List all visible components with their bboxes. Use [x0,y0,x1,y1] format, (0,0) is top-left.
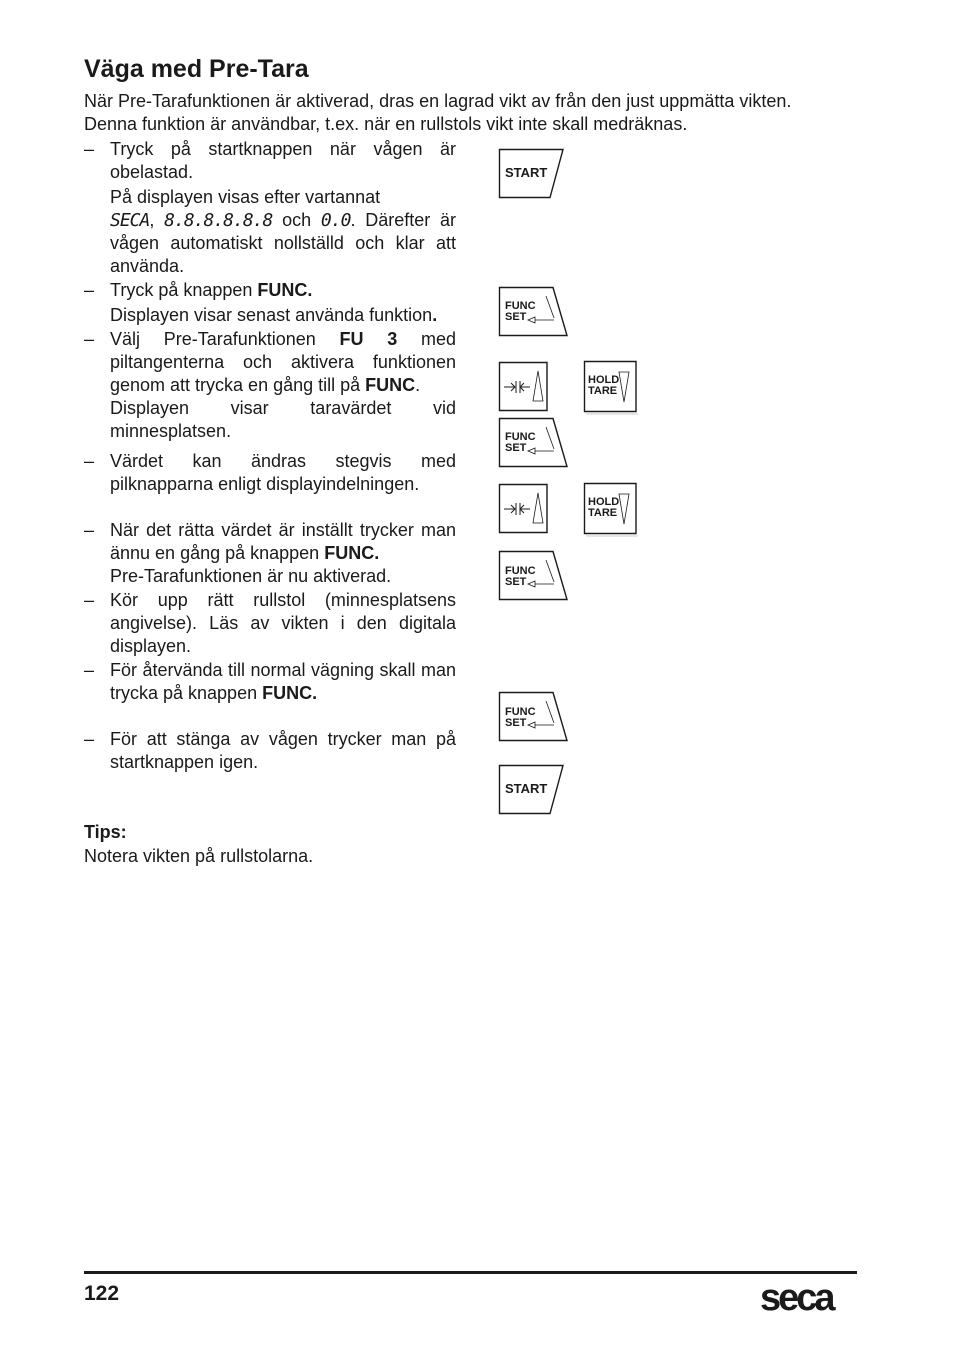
tips-text: Notera vikten på rullstolarna. [84,846,314,866]
hold-tare-key-icon [583,482,639,538]
svg-text:SET: SET [505,442,527,454]
svg-text:SET: SET [505,717,527,729]
step-adjust-value: – Värdet kan ändras stegvis med pilknapparna enligt displayindelningen. [84,451,456,494]
intro-line-1: När Pre-Tarafunktionen är aktiverad, dras en lagrad vikt av från den just uppmätta vikten. [84,91,792,111]
step-return: – För återvända till normal vägning skall man trycka på knappen FUNC. [84,660,456,703]
start-key-label: START [505,781,548,796]
func-set-key-icon [498,286,570,338]
seca-logo [760,1278,858,1318]
svg-text:SET: SET [505,311,527,323]
bullet-dash: – [84,520,95,540]
svg-text:FUNC: FUNC [505,300,536,312]
bullet-dash: – [84,329,95,349]
step-start [84,138,456,278]
page-number: 122 [84,1282,120,1305]
lcd-all-segments: 8.8.8.8.8.8 [164,210,273,231]
svg-text:FUNC: FUNC [505,431,536,443]
start-key-icon [498,764,566,816]
arrow-key-icon [498,483,550,535]
svg-text:HOLD: HOLD [588,496,620,508]
step-text: Tryck på startknappen när vågen är obelastad. [110,139,456,182]
step-text: På displayen visas efter vartannat SECA, 8.8.8.8.8.8 och 0.0. Därefter är vågen automatiskt nollställd och klar att använda. [110,187,456,276]
bullet-dash: – [84,729,95,749]
arrow-key-icon [498,361,550,413]
bullet-dash: – [84,139,95,159]
page-title: Väga med Pre-Tara [84,55,309,83]
bullet-dash: – [84,451,95,471]
start-key-label: START [505,165,548,180]
bullet-dash: – [84,660,95,680]
lcd-zero: 0.0 [320,210,351,231]
svg-text:SET: SET [505,576,527,588]
intro-line-2: Denna funktion är användbar, t.ex. när en rullstols vikt inte skall medräknas. [84,114,688,134]
lcd-seca: SECA [110,210,150,231]
hold-tare-key-icon [583,360,639,416]
svg-text:FUNC: FUNC [505,565,536,577]
bullet-dash: – [84,590,95,610]
func-set-key-icon [498,550,570,602]
step-confirm: – När det rätta värdet är inställt trycker man ännu en gång på knappen FUNC. Pre-Tarafunktionen är nu aktiverad. [84,520,456,586]
bullet-dash: – [84,280,95,300]
func-set-key-icon [498,417,570,469]
svg-text:HOLD: HOLD [588,374,620,386]
svg-text:FUNC: FUNC [505,706,536,718]
svg-text:TARE: TARE [588,385,618,397]
step-wheelchair: – Kör upp rätt rullstol (minnesplatsens angivelse). Läs av vikten i den digitala displayen. [84,590,456,656]
instruction-list [84,138,456,774]
svg-text:TARE: TARE [588,507,618,519]
intro-paragraph [84,90,874,136]
tips-heading: Tips: [84,822,127,842]
func-set-key-icon [498,691,570,743]
svg-text:seca: seca [760,1278,833,1318]
footer-rule [84,1271,857,1274]
step-select-function: – Välj Pre-Tarafunktionen FU 3 med piltangenterna och aktivera funktionen genom att trycka en gång till på FUNC. Displayen visar taravärdet vid minnesplatsen. [84,329,456,441]
func-label: FUNC. [257,280,313,300]
step-func: – Tryck på knappen FUNC. Displayen visar senast använda funktion. [84,280,438,325]
start-key-icon [498,148,566,200]
step-switch-off: – För att stänga av vågen trycker man på startknappen igen. [84,729,456,772]
